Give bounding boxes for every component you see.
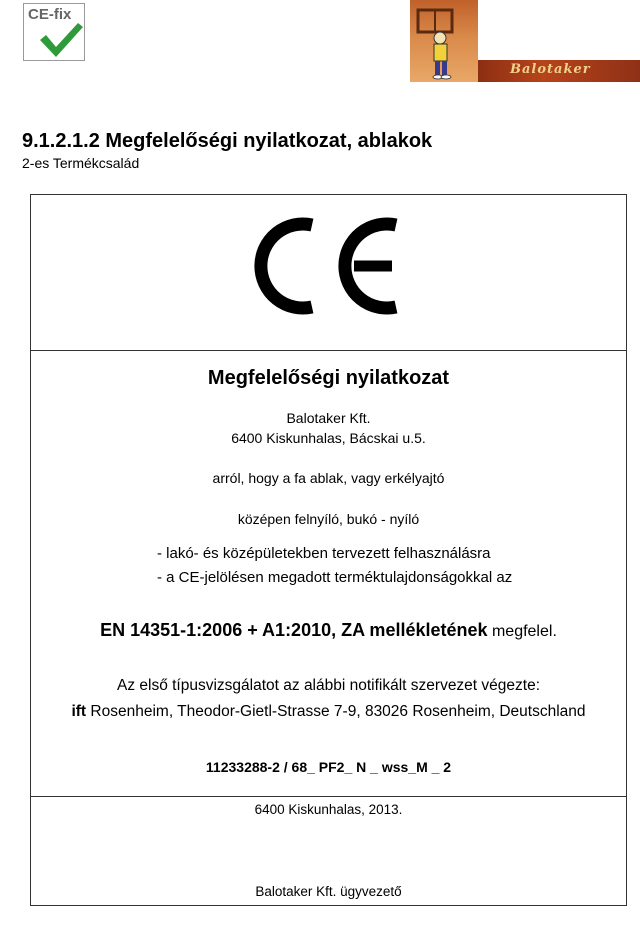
- balotaker-logo: [410, 0, 640, 82]
- standard-code: EN 14351-1:2006 + A1:2010, ZA mellékletének: [100, 620, 488, 640]
- mascot-figure-icon: [410, 0, 478, 82]
- section-subheading: 2-es Termékcsalád: [22, 155, 140, 171]
- ce-fix-logo: [23, 3, 85, 61]
- company-name: Balotaker Kft.: [286, 410, 371, 426]
- checkmark-icon: [38, 20, 84, 60]
- company-logo-text: Balotaker: [510, 62, 591, 77]
- ce-mark-icon: [254, 211, 404, 321]
- signature-line: Balotaker Kft. ügyvezető: [255, 884, 402, 899]
- standard-suffix: megfelel.: [487, 623, 557, 640]
- company-address: 6400 Kiskunhalas, Bácskai u.5.: [231, 430, 426, 446]
- place-and-date: 6400 Kiskunhalas, 2013.: [254, 802, 403, 817]
- notified-body-address: Rosenheim, Theodor-Gietl-Strasse 7-9, 83026 Rosenheim, Deutschland: [86, 703, 586, 720]
- section-heading: 9.1.2.1.2 Megfelelőségi nyilatkozat, ablakok: [22, 130, 433, 152]
- mascot-illustration: [410, 0, 478, 82]
- notified-body-name: ift: [71, 703, 87, 720]
- certificate-code: 11233288-2 / 68_ PF2_ N _ wss_M _ 2: [205, 759, 452, 775]
- declaration-subject: arról, hogy a fa ablak, vagy erkélyajtó: [212, 470, 445, 486]
- declaration-title: Megfelelőségi nyilatkozat: [207, 367, 450, 389]
- ce-fix-logo-text: CE-fix: [28, 6, 72, 23]
- opening-type: középen felnyíló, bukó - nyíló: [237, 511, 420, 527]
- testing-statement: Az első típusvizsgálatot az alábbi notifikált szervezet végezte:: [116, 677, 541, 694]
- notified-body: [31, 703, 626, 721]
- divider: [31, 350, 626, 351]
- bullet-item: - lakó- és középületekben tervezett felhasználásra: [157, 545, 491, 562]
- ce-mark-area: [31, 195, 626, 350]
- bullet-item: - a CE-jelölésen megadott terméktulajdonságokkal az: [157, 569, 513, 586]
- declaration-box: [30, 194, 627, 906]
- divider: [31, 796, 626, 797]
- standard-reference: [31, 620, 626, 641]
